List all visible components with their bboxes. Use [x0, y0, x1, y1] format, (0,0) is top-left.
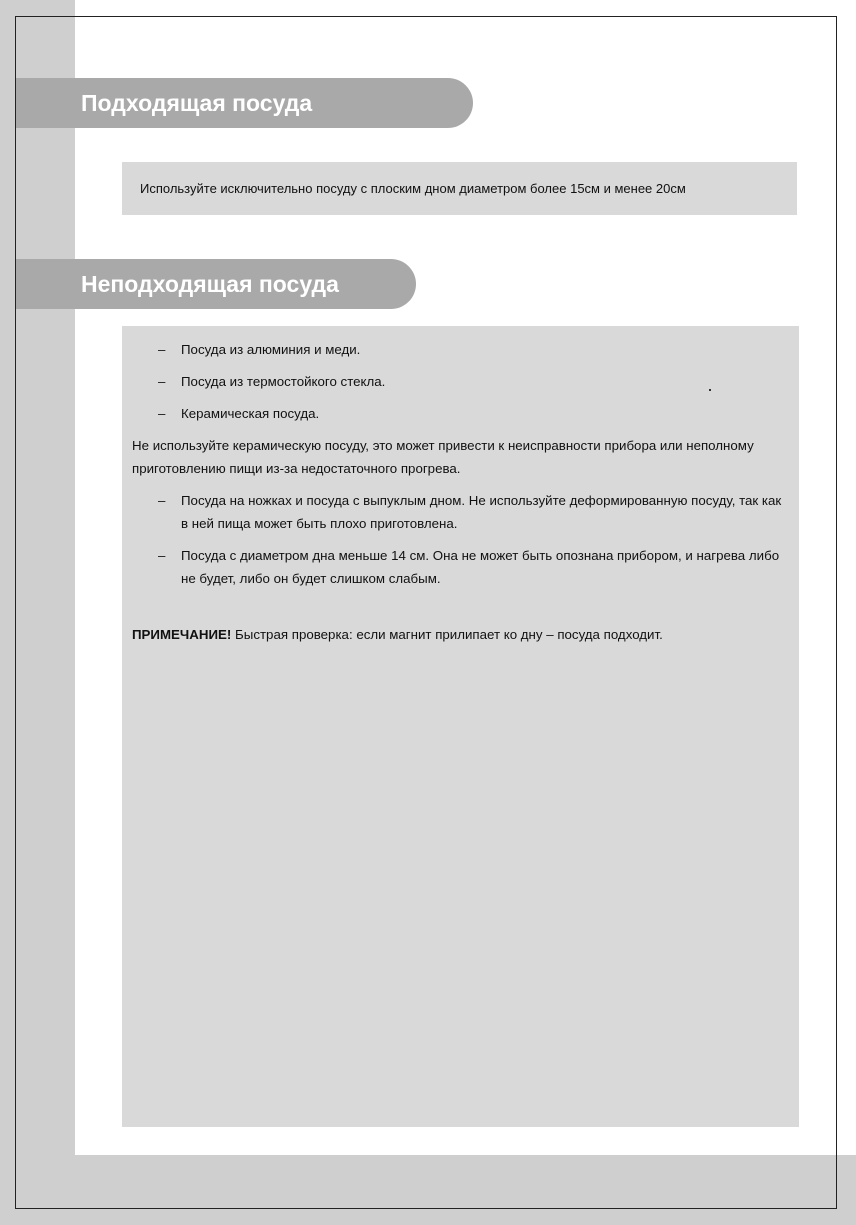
list-dash: – [158, 493, 166, 508]
list-item [132, 544, 789, 590]
list-item [132, 338, 789, 361]
list-item [132, 402, 789, 425]
section-heading-unsuitable: Неподходящая посуда [16, 259, 416, 309]
list-dash: – [158, 374, 166, 389]
suitable-cookware-box: Используйте исключительно посуду с плоским дном диаметром более 15см и менее 20см [122, 162, 797, 215]
list-item-text: Посуда из термостойкого стекла. [181, 374, 386, 389]
list-dash: – [158, 548, 166, 563]
warning-paragraph: Не используйте керамическую посуду, это может привести к неисправности прибора или неполному приготовлению пищи из-за недостаточного прогрева. [132, 438, 754, 476]
list-dash: – [158, 342, 166, 357]
stray-dot [709, 389, 711, 391]
unsuitable-cookware-box [122, 326, 799, 1127]
list-item [132, 370, 789, 393]
list-item [132, 489, 789, 535]
list-dash: – [158, 406, 166, 421]
note-label: ПРИМЕЧАНИЕ! [132, 627, 232, 642]
note [132, 623, 789, 646]
list-item-text: Посуда с диаметром дна меньше 14 см. Она не может быть опознана прибором, и нагрева либо не будет, либо он будет слишком слабым. [181, 548, 780, 586]
list-item-text: Керамическая посуда. [181, 406, 320, 421]
section-heading-suitable: Подходящая посуда [16, 78, 473, 128]
list-item-text: Посуда на ножках и посуда с выпуклым дном. Не используйте деформированную посуду, так как в ней пища может быть плохо приготовлена. [181, 493, 782, 531]
note-text: Быстрая проверка: если магнит прилипает ко дну – посуда подходит. [231, 627, 663, 642]
list-item-text: Посуда из алюминия и меди. [181, 342, 361, 357]
